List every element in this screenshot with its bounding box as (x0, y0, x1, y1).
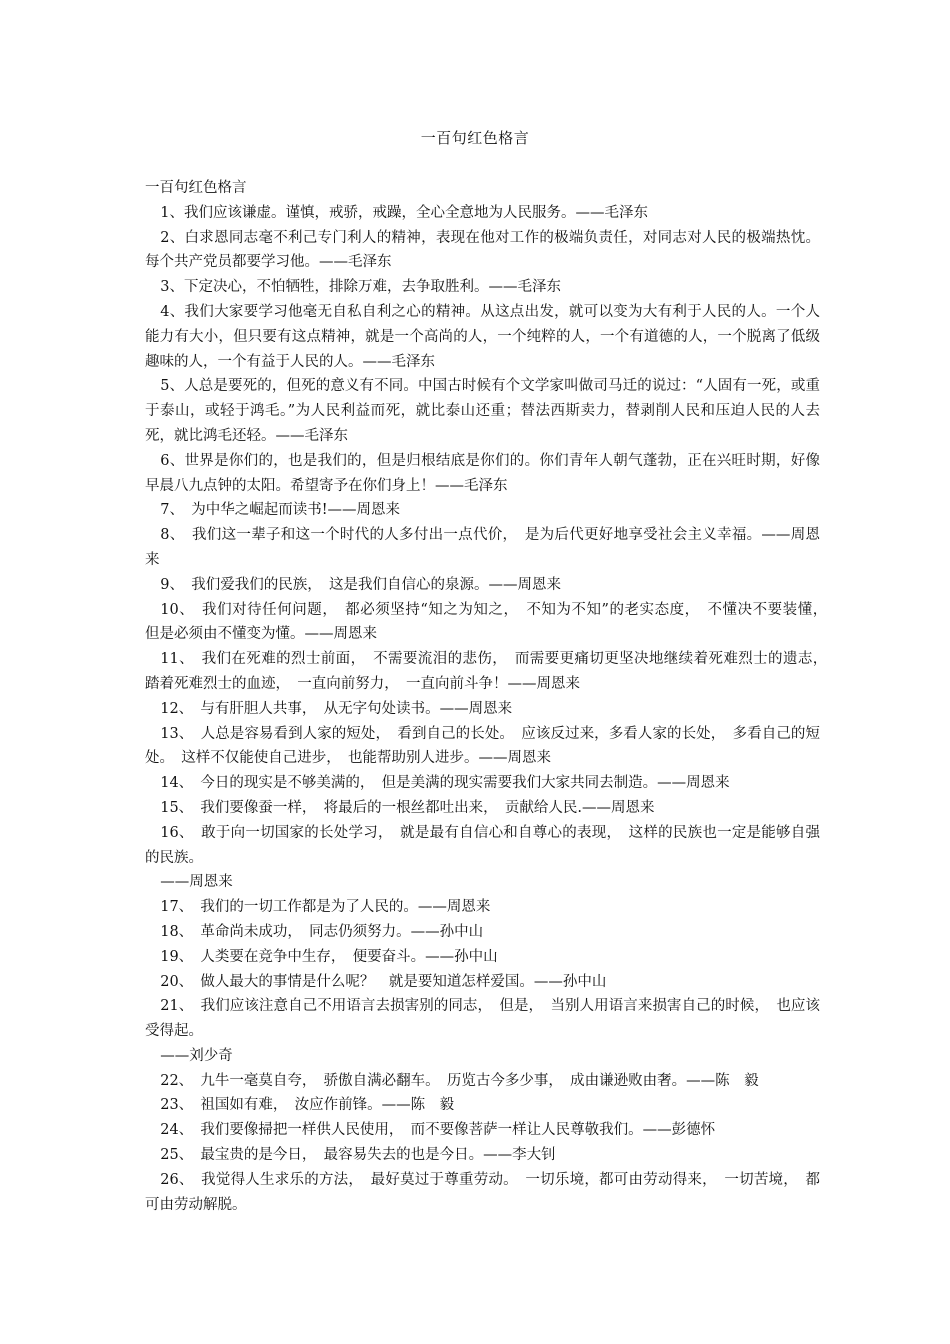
quote-item: 19、 人类要在竞争中生存， 便要奋斗。——孙中山 (160, 948, 498, 965)
quote-item: 6、世界是你们的，也是我们的，但是归根结底是你们的。你们青年人朝气蓬勃，正在兴旺时期，好像早晨八九点钟的太阳。希望寄予在你们身上！——毛泽东 (145, 452, 820, 494)
quote-item: 20、 做人最大的事情是什么呢？ 就是要知道怎样爱国。——孙中山 (160, 973, 607, 990)
quote-item: 3、下定决心，不怕牺牲，排除万难，去争取胜利。——毛泽东 (160, 279, 561, 296)
quote-item: 26、 我觉得人生求乐的方法， 最好莫过于尊重劳动。 一切乐境，都可由劳动得来， 一切苦境， 都可由劳动解脱。 (145, 1171, 820, 1213)
document-subtitle: 一百句红色格言 (145, 180, 247, 196)
quote-item: 1、我们应该谦虚。谨慎，戒骄，戒躁，全心全意地为人民服务。——毛泽东 (160, 204, 648, 221)
quote-item: 15、 我们要像蚕一样， 将最后的一根丝都吐出来， 贡献给人民.——周恩来 (160, 799, 655, 816)
quote-item: 9、 我们爱我们的民族， 这是我们自信心的泉源。——周恩来 (160, 576, 561, 593)
quote-item: 5、人总是要死的，但死的意义有不同。中国古时候有个文学家叫做司马迁的说过：“人固有一死，或重于泰山，或轻于鸿毛。”为人民利益而死，就比泰山还重；替法西斯卖力，替剥削人民和压迫人民的人去死，就比鸿毛还轻。——毛泽东 (145, 378, 820, 444)
quote-attribution: ——周恩来 (160, 874, 233, 891)
quote-item: 8、 我们这一辈子和这一个时代的人多付出一点代价， 是为后代更好地享受社会主义幸福。——周恩来 (145, 527, 820, 568)
quote-item: 24、 我们要像掃把一样供人民使用， 而不要像菩萨一样让人民尊敬我们。——彭德怀 (160, 1122, 716, 1139)
quote-item: 12、 与有肝胆人共事， 从无字句处读书。——周恩来 (160, 700, 513, 717)
quote-item: 4、我们大家要学习他毫无自私自利之心的精神。从这点出发，就可以变为大有利于人民的人。一个人能力有大小，但只要有这点精神，就是一个高尚的人，一个纯粹的人，一个有道德的人，一个脱离了低级趣味的人，一个有益于人民的人。——毛泽东 (145, 303, 820, 370)
quote-item: 21、 我们应该注意自己不用语言去损害别的同志， 但是， 当别人用语言来损害自己的时候， 也应该受得起。 (145, 998, 820, 1040)
quote-item: 11、 我们在死难的烈士前面， 不需要流泪的悲伤， 而需要更痛切更坚决地继续着死难烈士的遗志， 踏着死难烈士的血迹， 一直向前努力， 一直向前斗争！——周恩来 (145, 651, 835, 692)
quote-item: 18、 革命尚未成功， 同志仍须努力。——孙中山 (160, 923, 484, 940)
document-title: 一百句红色格言 (420, 129, 530, 147)
quote-item: 7、 为中华之崛起而读书!——周恩来 (160, 502, 401, 519)
document-body (145, 176, 835, 1217)
quote-item: 14、 今日的现实是不够美满的， 但是美满的现实需要我们大家共同去制造。——周恩来 (160, 775, 730, 792)
quote-item: 17、 我们的一切工作都是为了人民的。——周恩来 (160, 899, 491, 916)
quote-item: 16、 敢于向一切国家的长处学习， 就是最有自信心和自尊心的表现， 这样的民族也一定是能够自强的民族。 (145, 824, 820, 866)
quote-item: 25、 最宝贵的是今日， 最容易失去的也是今日。——李大钊 (160, 1147, 556, 1164)
quote-attribution: ——刘少奇 (160, 1047, 233, 1064)
quote-item: 22、 九牛一毫莫自夸， 骄傲自满必翻车。 历览古今多少事， 成由谦逊败由奢。——陈 毅 (160, 1072, 759, 1089)
quote-item: 13、 人总是容易看到人家的短处， 看到自己的长处。 应该反过来，多看人家的长处， 多看自己的短处。 这样不仅能使自己进步， 也能帮助别人进步。——周恩来 (145, 725, 820, 767)
quote-item: 10、 我们对待任何问题， 都必须坚持“知之为知之， 不知为不知”的老实态度， 不懂决不要装懂， 但是必须由不懂变为懂。——周恩来 (145, 601, 835, 643)
quote-item: 23、 祖国如有难， 汝应作前锋。——陈 毅 (160, 1097, 455, 1114)
quote-item: 2、白求恩同志毫不利己专门利人的精神，表现在他对工作的极端负责任，对同志对人民的极端热忱。每个共产党员都要学习他。——毛泽东 (145, 229, 820, 271)
